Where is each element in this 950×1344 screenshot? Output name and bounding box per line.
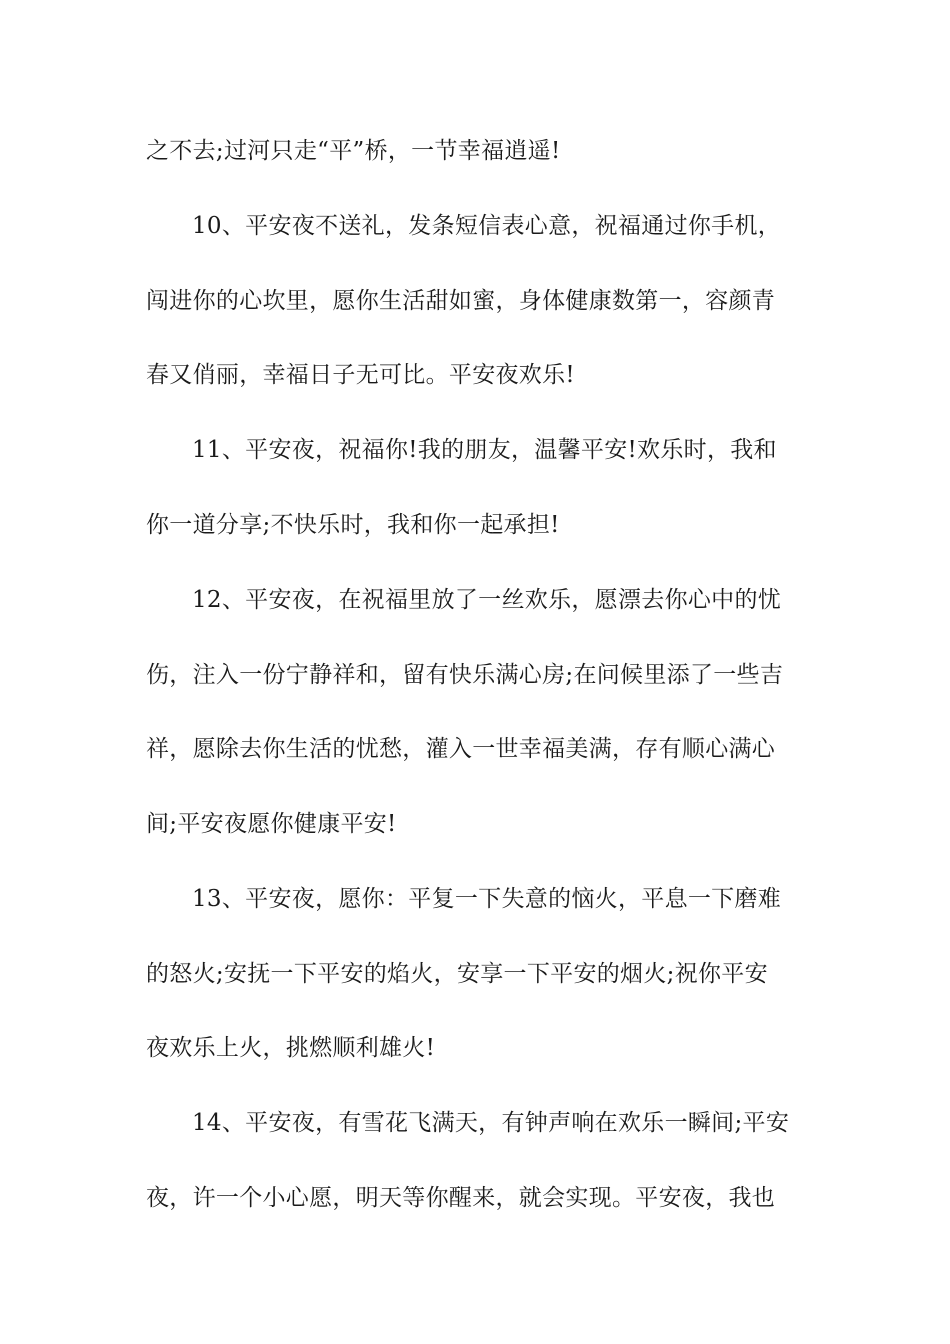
paragraph-12-start: 12、平安夜，在祝福里放了一丝欢乐，愿漂去你心中的忧 <box>192 587 782 613</box>
text-line: 闯进你的心坎里，愿你生活甜如蜜，身体健康数第一，容颜青 <box>146 288 776 314</box>
text-line: 你一道分享;不快乐时，我和你一起承担! <box>146 512 560 538</box>
text-line: 伤，注入一份宁静祥和，留有快乐满心房;在问候里添了一些吉 <box>146 662 784 688</box>
paragraph-11-start: 11、平安夜，祝福你!我的朋友，温馨平安!欢乐时，我和 <box>192 437 777 463</box>
text-line: 之不去;过河只走“平”桥，一节幸福逍遥! <box>146 138 561 164</box>
text-line: 间;平安夜愿你健康平安! <box>146 811 397 837</box>
paragraph-13-start: 13、平安夜，愿你：平复一下失意的恼火，平息一下磨难 <box>192 886 782 912</box>
text-line: 夜，许一个小心愿，明天等你醒来，就会实现。平安夜，我也 <box>146 1185 776 1211</box>
text-line: 祥，愿除去你生活的忧愁，灌入一世幸福美满，存有顺心满心 <box>146 736 776 762</box>
paragraph-10-start: 10、平安夜不送礼，发条短信表心意，祝福通过你手机， <box>192 213 782 239</box>
text-line: 的怒火;安抚一下平安的焰火，安享一下平安的烟火;祝你平安 <box>146 961 768 987</box>
text-line: 春又俏丽，幸福日子无可比。平安夜欢乐! <box>146 362 575 388</box>
text-line: 夜欢乐上火，挑燃顺利雄火! <box>146 1035 436 1061</box>
paragraph-14-start: 14、平安夜，有雪花飞满天，有钟声响在欢乐一瞬间;平安 <box>192 1110 790 1136</box>
